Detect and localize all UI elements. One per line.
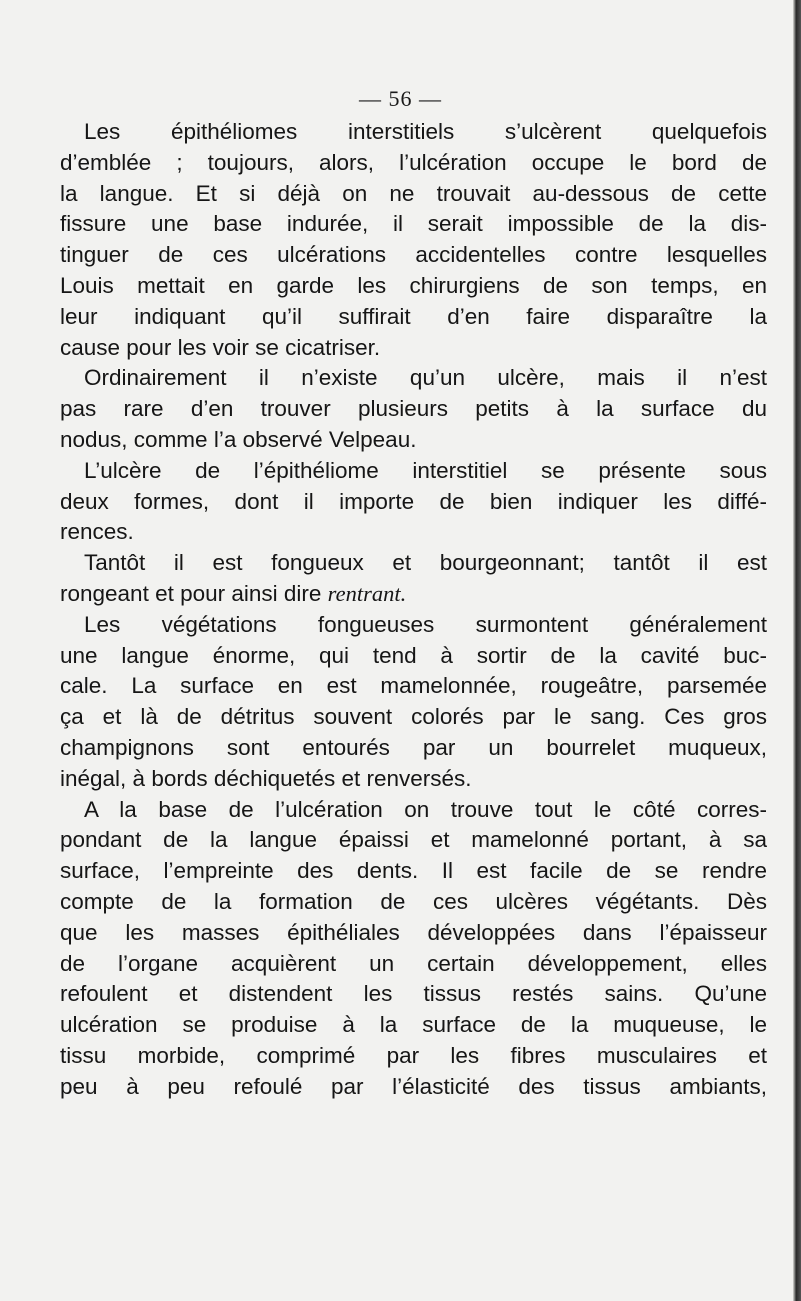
- text-line: [60, 117, 767, 148]
- text-line: [60, 271, 767, 302]
- text-line: [60, 517, 767, 548]
- text-line-content: leur indiquant qu’il suffirait d’en faire disparaître la: [60, 303, 767, 329]
- text-line: [60, 825, 767, 856]
- body-text: [60, 117, 767, 1103]
- italic-phrase: rentrant.: [327, 580, 407, 606]
- text-line-content: Ordinairement il n’existe qu’un ulcère, mais il n’est: [84, 365, 767, 391]
- text-line: [60, 887, 767, 918]
- text-line: [60, 1072, 767, 1103]
- text-line-content: A la base de l’ulcération on trouve tout le côté corres-: [84, 796, 767, 822]
- text-line: [60, 979, 767, 1010]
- text-line: [60, 425, 767, 456]
- text-line: [60, 363, 767, 394]
- text-line-content: nodus, comme l’a observé Velpeau.: [60, 426, 417, 452]
- text-line-content: deux formes, dont il importe de bien indiquer les diffé-: [60, 488, 767, 514]
- page-edge-shadow: [793, 0, 801, 1301]
- text-line-content: Louis mettait en garde les chirurgiens de son temps, en: [60, 272, 767, 298]
- text-line: [60, 302, 767, 333]
- text-line-content: L’ulcère de l’épithéliome interstitiel se présente sous: [84, 457, 767, 483]
- text-line-content: cause pour les voir se cicatriser.: [60, 334, 381, 360]
- text-line-content: Les épithéliomes interstitiels s’ulcèrent quelquefois: [84, 119, 767, 144]
- text-line-content: refoulent et distendent les tissus restés sains. Qu’une: [60, 981, 767, 1007]
- text-line: [60, 1041, 767, 1072]
- text-line-content: compte de la formation de ces ulcères végétants. Dès: [60, 888, 767, 914]
- text-line: [60, 702, 767, 733]
- text-line: [60, 764, 767, 795]
- text-line-content: une langue énorme, qui tend à sortir de la cavité buc-: [60, 642, 767, 668]
- text-line: [60, 209, 767, 240]
- text-line: [60, 795, 767, 826]
- text-line: [60, 949, 767, 980]
- text-line-content: rongeant et pour ainsi dire: [60, 580, 328, 606]
- text-line: [60, 1010, 767, 1041]
- text-line-content: rences.: [60, 519, 134, 545]
- text-line: [60, 394, 767, 425]
- text-line: [60, 610, 767, 641]
- text-line: [60, 240, 767, 271]
- text-line-content: peu à peu refoulé par l’élasticité des tissus ambiants,: [60, 1073, 767, 1099]
- text-line-content: Les végétations fongueuses surmontent généralement: [84, 611, 767, 637]
- text-line: [60, 579, 767, 610]
- text-line-content: tinguer de ces ulcérations accidentelles contre lesquelles: [60, 242, 767, 268]
- text-line: [60, 733, 767, 764]
- text-line: [60, 671, 767, 702]
- text-line-content: tissu morbide, comprimé par les fibres musculaires et: [60, 1042, 767, 1068]
- text-line: [60, 333, 767, 364]
- text-line-content: pondant de la langue épaissi et mamelonné portant, à sa: [60, 827, 767, 853]
- text-line-content: la langue. Et si déjà on ne trouvait au-dessous de cette: [60, 180, 767, 206]
- text-line-content: fissure une base indurée, il serait impossible de la dis-: [60, 211, 767, 237]
- text-line-content: ulcération se produise à la surface de la muqueuse, le: [60, 1012, 767, 1038]
- text-line-content: champignons sont entourés par un bourrelet muqueux,: [60, 734, 767, 760]
- text-line: [60, 148, 767, 179]
- text-line-content: d’emblée ; toujours, alors, l’ulcération occupe le bord de: [60, 149, 767, 175]
- text-line-content: surface, l’empreinte des dents. Il est facile de se rendre: [60, 858, 767, 884]
- text-line: [60, 641, 767, 672]
- text-line-content: Tantôt il est fongueux et bourgeonnant; tantôt il est: [84, 550, 767, 576]
- text-line: [60, 918, 767, 949]
- page-number: — 56 —: [359, 86, 442, 111]
- text-line-content: cale. La surface en est mamelonnée, rougeâtre, parsemée: [60, 673, 767, 699]
- text-line: [60, 179, 767, 210]
- text-line: [60, 548, 767, 579]
- text-line-content: que les masses épithéliales développées dans l’épaisseur: [60, 919, 767, 945]
- text-line: [60, 487, 767, 518]
- text-line: [60, 856, 767, 887]
- text-line: [60, 456, 767, 487]
- text-line-content: ça et là de détritus souvent colorés par le sang. Ces gros: [60, 704, 767, 730]
- text-line-content: de l’organe acquièrent un certain développement, elles: [60, 950, 767, 976]
- text-line-content: inégal, à bords déchiquetés et renversés.: [60, 765, 472, 791]
- text-line-content: pas rare d’en trouver plusieurs petits à la surface du: [60, 396, 767, 422]
